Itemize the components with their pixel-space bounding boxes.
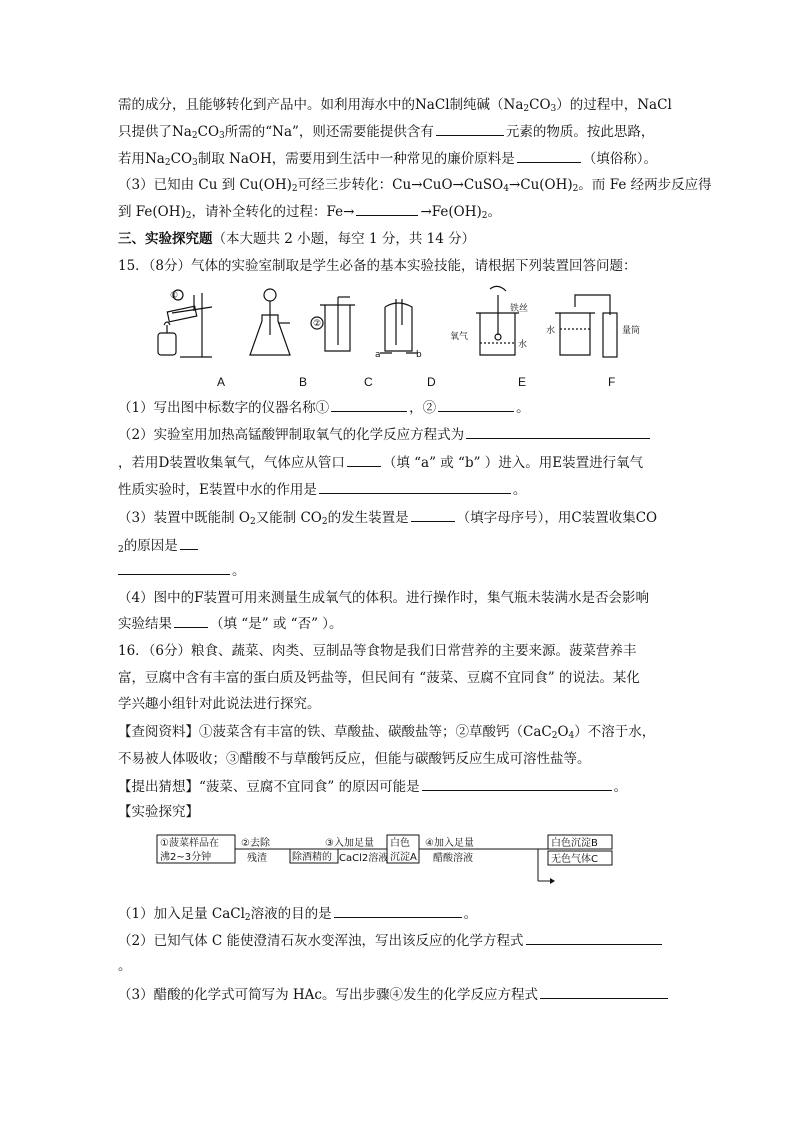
- q16-part-3: （3）醋酸的化学式可简写为 HAc。写出步骤④发生的化学反应方程式: [118, 984, 670, 1005]
- apparatus-b: [250, 289, 290, 355]
- flow-box1-line1: ①菠菜样品在: [160, 838, 219, 849]
- label-d: D: [427, 375, 436, 389]
- question-15: 15．（8分）气体的实验室制取是学生必备的基本实验技能，请根据下列装置回答问题：: [118, 258, 637, 274]
- port-b-label: b: [416, 350, 422, 360]
- answer-blank[interactable]: [540, 984, 668, 999]
- flow-step3: ③入加足量: [325, 838, 374, 849]
- q16-info: 【查阅资料】①菠菜含有丰富的铁、草酸盐、碳酸盐等；②草酸钙$(CaC_2O_4)$不溶于水，: [118, 724, 656, 741]
- answer-blank[interactable]: [319, 479, 511, 494]
- label-b: B: [299, 375, 308, 389]
- answer-blank[interactable]: [356, 201, 418, 216]
- e-gas-label: 氧气: [450, 332, 469, 342]
- flow-white-line1: 白色: [390, 838, 410, 849]
- e-water-label: 水: [518, 340, 528, 350]
- e-wire-label: 铁丝: [510, 304, 529, 314]
- section-heading: 三、实验探究题（本大题共 2 小题，每空 1 分，共 14 分）: [118, 231, 476, 247]
- answer-blank[interactable]: [517, 148, 581, 163]
- q15-part-2: （2）实验室用加热高锰酸钾制取氧气的化学反应方程式为: [118, 424, 652, 445]
- answer-blank[interactable]: [436, 121, 504, 136]
- answer-blank[interactable]: [411, 507, 455, 522]
- apparatus-f: [555, 295, 617, 357]
- flow-cacl2: CaCl2溶液: [339, 853, 389, 864]
- q15-part-3-line-2: $_2$的原因是: [118, 535, 200, 556]
- answer-blank[interactable]: [118, 560, 230, 575]
- answer-blank[interactable]: [438, 397, 514, 412]
- text-line-5: 到 $Fe(OH)_2$，请补全转化的过程：$Fe\to \to Fe(OH)_2$。: [118, 201, 501, 222]
- text-line-4: （3）已知由 Cu 到 $Cu(OH)_2$可经三步转化：$Cu\to CuO\to CuSO_4\to Cu(OH)_2$。而 Fe 经两步反应得: [118, 177, 712, 194]
- q15-part-2-line-3: 性质实验时，E装置中水的作用是 。: [118, 479, 526, 500]
- q15-part-4-line-2: 实验结果 （填 “是” 或 “否” ）。: [118, 613, 343, 634]
- answer-blank[interactable]: [331, 397, 407, 412]
- flow-box2: 除酒精的: [292, 852, 332, 863]
- q16-part-1: （1）加入足量 CaCl$_2$溶液的目的是 。: [118, 903, 477, 924]
- answer-blank[interactable]: [526, 930, 662, 945]
- label-a: A: [217, 375, 226, 389]
- apparatus-a: [158, 290, 212, 357]
- q15-part-1: （1）写出图中标数字的仪器名称① ，② 。: [118, 397, 530, 418]
- q15-part-2-line-2: ，若用D装置收集氧气，气体应从管口 （填 “a” 或 “b” ）进入。用E装置进行氧气: [118, 452, 643, 473]
- apparatus-d: [380, 299, 418, 353]
- flow-white-line2: 沉淀A: [390, 852, 417, 863]
- question-16: 16．（6分）粮食、蔬菜、肉类、豆制品等食物是我们日常营养的主要来源。菠菜营养丰: [118, 643, 637, 659]
- question-16-line-2: 富，豆腐中含有丰富的蛋白质及钙盐等，但民间有 “菠菜、豆腐不宜同食” 的说法。某化: [118, 670, 640, 686]
- q16-guess: 【提出猜想】“菠菜、豆腐不宜同食” 的原因可能是 。: [118, 776, 627, 797]
- answer-blank[interactable]: [174, 613, 208, 628]
- q16-info-line-2: 不易被人体吸收；③醋酸不与草酸钙反应，但能与碳酸钙反应生成可溶性盐等。: [118, 751, 591, 767]
- flow-acetic: 醋酸溶液: [433, 853, 473, 864]
- answer-blank[interactable]: [466, 424, 650, 439]
- f-water-label: 水: [546, 326, 556, 336]
- answer-blank[interactable]: [422, 776, 612, 791]
- label-c: C: [364, 375, 373, 389]
- flow-out-c: 无色气体C: [551, 854, 598, 865]
- apparatus-e: [476, 286, 519, 355]
- flow-box1-line2: 沸2~3分钟: [160, 852, 212, 863]
- answer-blank[interactable]: [347, 452, 381, 467]
- text-line-3: 若用$Na_2CO_3$制取 NaOH，需要用到生活中一种常见的廉价原料是 （填俗称）。: [118, 148, 657, 169]
- port-a-label: a: [375, 350, 381, 360]
- flow-step4: ④加入足量: [425, 838, 474, 849]
- answer-blank[interactable]: [180, 535, 198, 550]
- apparatus-figure: [150, 285, 680, 365]
- q16-experiment-heading: 【实验探究】: [118, 804, 199, 820]
- f-cylinder-label: 量筒: [622, 326, 641, 336]
- label-f: F: [608, 375, 616, 389]
- flow-out-b: 白色沉淀B: [551, 838, 598, 849]
- experiment-flow: [155, 833, 625, 888]
- q15-part-3-line-3: 。: [118, 560, 246, 581]
- marker-2: ②: [312, 319, 322, 329]
- flow-residue: 残渣: [247, 853, 267, 864]
- q16-part-2-line-2: 。: [118, 958, 132, 974]
- q16-part-2: （2）已知气体 C 能使澄清石灰水变浑浊，写出该反应的化学方程式: [118, 930, 664, 951]
- flow-step2: ②去除: [241, 838, 270, 849]
- text-line-2: 只提供了$Na_2CO_3$所需的“Na”，则还需要能提供含有 元素的物质。按此思路，: [118, 121, 654, 142]
- question-16-line-3: 学兴趣小组针对此说法进行探究。: [118, 696, 321, 712]
- q15-part-3: （3）装置中既能制 $O_2$又能制 $CO_2$的发生装置是 （填字母序号），用C装置收集CO: [118, 507, 657, 528]
- marker-1: ①: [169, 291, 179, 301]
- q15-part-4: （4）图中的F装置可用来测量生成氧气的体积。进行操作时，集气瓶未装满水是否会影响: [118, 590, 649, 606]
- label-e: E: [518, 375, 527, 389]
- answer-blank[interactable]: [334, 903, 462, 918]
- text-line-1: 需的成分，且能够转化到产品中。如利用海水中的NaCl制纯碱$(Na_2CO_3)$的过程中，NaCl: [118, 97, 672, 114]
